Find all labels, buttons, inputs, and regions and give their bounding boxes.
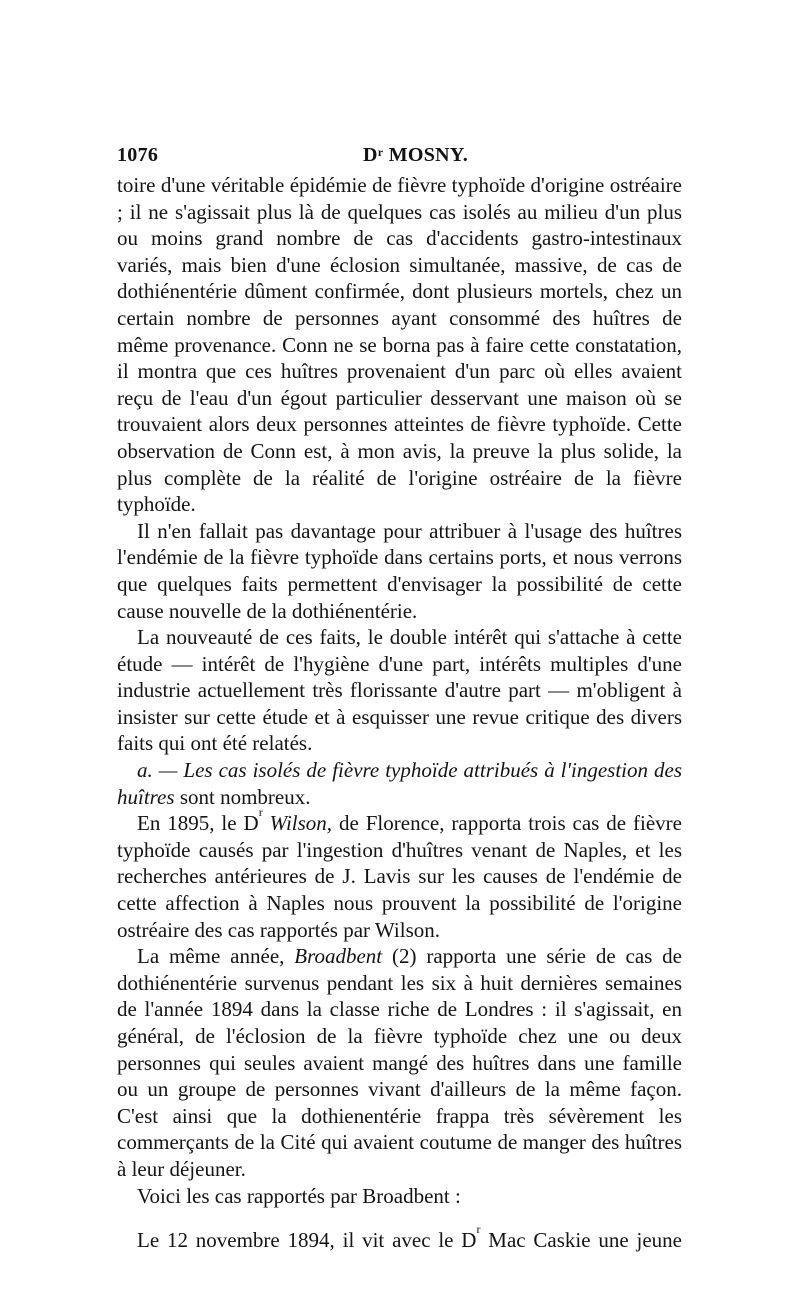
paragraph-2: Il n'en fallait pas davantage pour attribuer à l'usage des huîtres l'endémie de la fièvre typhoïde dans certains ports, et nous verrons que quelques faits permettent d'envisager la possibilité de cette cause nouvelle de la dothiénentérie.: [117, 518, 682, 623]
author-prefix: D: [363, 144, 378, 166]
paragraph-8-rest: Mac Caskie une jeune: [480, 1228, 682, 1253]
paragraph-4-label: a. — Les: [137, 758, 219, 783]
running-header: [117, 144, 682, 168]
paragraph-5-superscript: r: [258, 805, 263, 820]
author-name: MOSNY.: [383, 144, 469, 166]
body-text: [117, 172, 682, 1254]
paragraph-3: La nouveauté de ces faits, le double intérêt qui s'attache à cette étude — intérêt de l'hygiène d'une part, intérêts multiples d'une industrie actuellement très florissante d'autre part — m'obligent à insister sur cette étude et à esquisser une revue critique des divers faits qui ont été relatés.: [117, 625, 682, 756]
paragraph-5: [117, 805, 682, 943]
author-prefix-superscript: r: [377, 145, 384, 159]
page-number: 1076: [117, 144, 159, 166]
paragraph-1: toire d'une véritable épidémie de fièvre typhoïde d'origine ostréaire ; il ne s'agissait plus là de quelques cas isolés au milieu d'un plus ou moins grand nombre de cas d'accidents gastro-intestinaux variés, mais bien d'une éclosion simultanée, massive, de cas de dothiénentérie dûment confirmée, dont plusieurs mortels, chez un certain nombre de personnes ayant consommé des huîtres de même provenance. Conn ne se borna pas à faire cette constatation, il montra que ces huîtres provenaient d'un parc où elles avaient reçu de l'eau d'un égout particulier desservant une maison où se trouvaient alors deux personnes atteintes de fièvre typhoïde. Cette observation de Conn est, à mon avis, la preuve la plus solide, la plus complète de la réalité de l'origine ostréaire de la fièvre typhoïde.: [117, 173, 682, 517]
paragraph-6-name: Broadbent: [294, 944, 383, 969]
paragraph-5-start: En 1895, le D: [137, 811, 259, 836]
paragraph-6-rest: (2) rapporta une série de cas de dothiénentérie survenus pendant les six à huit dernières semaines de l'année 1894 dans la classe riche de Londres : il s'agissait, en général, de l'éclosion de la fièvre typhoïde chez une ou deux personnes qui seules avaient mangé des huîtres dans une famille ou un groupe de personnes vivant d'ailleurs de la même façon. C'est ainsi que la dothienentérie frappa très sévèrement les commerçants de la Cité qui avaient coutume de manger des huîtres à leur déjeuner.: [117, 944, 683, 1181]
running-title: [363, 144, 468, 167]
paragraph-8: [117, 1222, 682, 1254]
paragraph-5-space: [263, 811, 270, 835]
paragraph-7: Voici les cas rapportés par Broadbent :: [137, 1183, 461, 1208]
paragraph-8-superscript: r: [476, 1222, 481, 1237]
paragraph-4: [117, 757, 682, 810]
paragraph-8-start: Le 12 novembre 1894, il vit avec le D: [137, 1228, 477, 1253]
paragraph-6-start: La même année,: [137, 944, 295, 969]
paragraph-4-tail: sont nombreux.: [174, 784, 311, 809]
paragraph-4-title: cas isolés de fièvre typhoïde attribués à l'ingestion des huîtres: [117, 758, 682, 809]
paragraph-5-name: Wilson,: [269, 811, 333, 836]
paragraph-5-rest: de Florence, rapporta trois cas de fièvre typhoïde causés par l'ingestion d'huîtres venant de Naples, et les recherches antérieures de J. Lavis sur les causes de l'endémie de cette affection à Naples nous prouvent la possibilité de l'origine ostréaire des cas rapportés par Wilson.: [117, 811, 682, 942]
paragraph-6: [117, 943, 682, 1182]
